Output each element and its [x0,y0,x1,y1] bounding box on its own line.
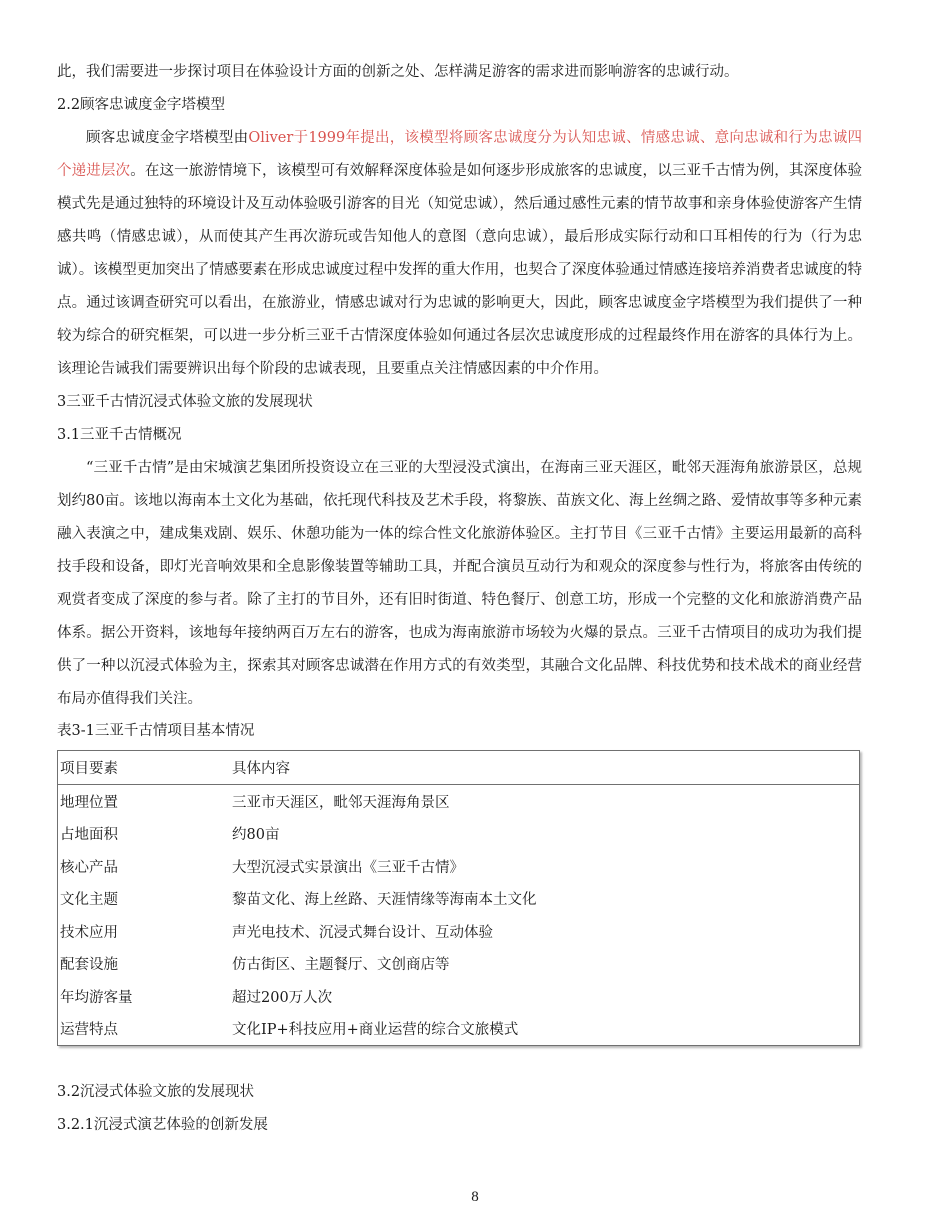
heading-3: 3三亚千古情沉浸式体验文旅的发展现状 [57,394,313,410]
heading-3-2: 3.2沉浸式体验文旅的发展现状 [57,1084,255,1100]
document-page [57,0,862,1142]
table-cell: 三亚市天涯区，毗邻天涯海角景区 [232,794,450,811]
table-cell: 年均游客量 [60,989,133,1006]
table-cell: 核心产品 [60,859,118,876]
table-cell: 运营特点 [60,1022,118,1039]
table-row [58,785,860,818]
table-row [58,948,860,981]
table-row [58,850,860,883]
table-row [58,980,860,1013]
table-cell: 地理位置 [60,794,118,811]
intro-tail: 此，我们需要进一步探讨项目在体验设计方面的创新之处、怎样满足游客的需求进而影响游客的忠诚行动。 [57,64,739,80]
table-cell: 配套设施 [60,957,118,974]
table-cell: 文化主题 [60,892,118,909]
table-header-row [58,751,860,785]
table-cell: 超过200万人次 [232,989,333,1006]
table-cell: 仿古街区、主题餐厅、文创商店等 [232,957,450,974]
table-cell: 约80亩 [232,827,280,844]
page-number: 8 [471,1189,479,1205]
table-caption: 表3-1三亚千古情项目基本情况 [57,723,255,739]
table-cell: 文化IP+科技应用+商业运营的综合文旅模式 [232,1022,519,1039]
table-header-cell: 具体内容 [230,751,860,785]
project-info-table [57,750,860,1046]
paragraph-2-2-start: 顾客忠诚度金字塔模型由 [86,130,249,146]
table-row [58,818,860,851]
heading-3-1: 3.1三亚千古情概况 [57,427,182,443]
table-cell: 黎苗文化、海上丝路、天涯情缘等海南本土文化 [232,892,537,909]
table-cell: 技术应用 [60,924,118,941]
highlighted-text: Oliver于1999年提出，该模型将顾客忠诚度分为认知忠诚、情感忠诚、意向忠诚和行为忠诚四个递进层次 [57,130,863,179]
paragraph-3-1: “三亚千古情”是由宋城演艺集团所投资设立在三亚的大型浸没式演出，在海南三亚天涯区，毗邻天涯海角旅游景区，总规划约80亩。该地以海南本土文化为基础，依托现代科技及艺术手段，将黎族、苗族文化、海上丝绸之路、爱情故事等多种元素融入表演之中，建成集戏剧、娱乐、休憩功能为一体的综合性文化旅游体验区。主打节目《三亚千古情》主要运用最新的高科技手段和设备，即灯光音响效果和全息影像装置等辅助工具，并配合演员互动行为和观众的深度参与性行为，将旅客由传统的观赏者变成了深度的参与者。除了主打的节目外，还有旧时街道、特色餐厅、创意工坊，形成一个完整的文化和旅游消费产品体系。据公开资料，该地每年接纳两百万左右的游客，也成为海南旅游市场较为火爆的景点。三亚千古情项目的成功为我们提供了一种以沉浸式体验为主，探索其对顾客忠诚潜在作用方式的有效类型，其融合文化品牌、科技优势和技术战术的商业经营布局亦值得我们关注。 [57,460,862,707]
table-cell: 占地面积 [60,827,118,844]
heading-3-2-1: 3.2.1沉浸式演艺体验的创新发展 [57,1117,268,1133]
table-row [58,915,860,948]
table-row [58,1013,860,1046]
paragraph-2-2 [57,122,862,386]
heading-2-2: 2.2顾客忠诚度金字塔模型 [57,97,226,113]
table-row [58,883,860,916]
table-header-cell: 项目要素 [58,751,231,785]
table-cell: 声光电技术、沉浸式舞台设计、互动体验 [232,924,493,941]
paragraph-2-2-rest: 。在这一旅游情境下，该模型可有效解释深度体验是如何逐步形成旅客的忠诚度，以三亚千古情为例，其深度体验模式先是通过独特的环境设计及互动体验吸引游客的目光（知觉忠诚），然后通过感性元素的情节故事和亲身体验使游客产生情感共鸣（情感忠诚），从而使其产生再次游玩或告知他人的意图（意向忠诚），最后形成实际行动和口耳相传的行为（行为忠诚）。该模型更加突出了情感要素在形成忠诚度过程中发挥的重大作用，也契合了深度体验通过情感连接培养消费者忠诚度的特点。通过该调查研究可以看出，在旅游业，情感忠诚对行为忠诚的影响更大，因此，顾客忠诚度金字塔模型为我们提供了一种较为综合的研究框架，可以进一步分析三亚千古情深度体验如何通过各层次忠诚度形成的过程最终作用在游客的具体行为上。该理论告诫我们需要辨识出每个阶段的忠诚表现，且要重点关注情感因素的中介作用。 [57,163,863,377]
table-cell: 大型沉浸式实景演出《三亚千古情》 [232,859,464,876]
